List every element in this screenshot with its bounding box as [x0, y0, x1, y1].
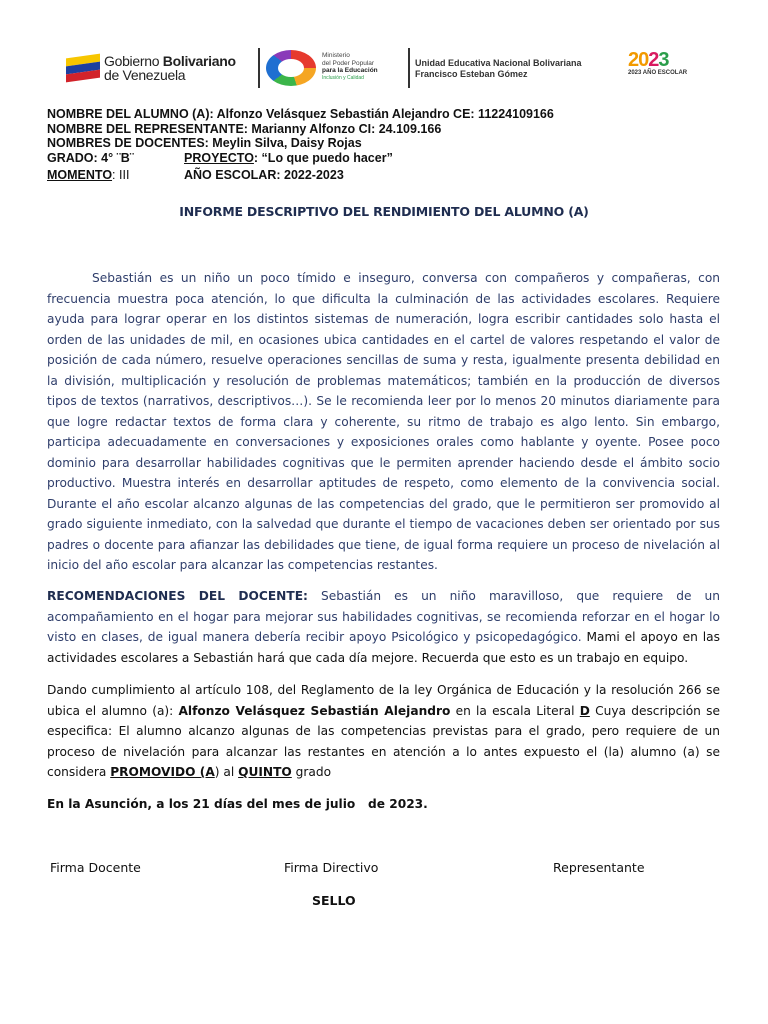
resolution-part2: en la escala Literal — [450, 703, 580, 718]
resolution-part1: Dando cumplimiento al artículo 108, del Reglamento de la ley Orgánica de Educación y la resolución 266 se ubica el alumno (a): — [47, 683, 720, 718]
promovido-label: PROMOVIDO (A — [110, 765, 215, 779]
header-divider — [408, 48, 410, 88]
unidad-line1: Unidad Educativa Nacional Bolivariana — [415, 58, 582, 68]
badge-sub: 2023 AÑO ESCOLAR — [628, 70, 688, 76]
signature-teacher: Firma Docente — [50, 860, 141, 875]
ministerio-line1: Ministerio — [322, 52, 350, 59]
badge-year-b: 2 — [648, 49, 659, 71]
gobierno-bolivariano-logo — [66, 52, 256, 84]
school-name — [415, 58, 582, 80]
badge-year-a: 20 — [628, 49, 649, 71]
recommendations-paragraph — [47, 586, 720, 668]
gob-line1-b: Bolivariano — [162, 53, 236, 69]
ministerio-line3: para la Educación — [322, 67, 378, 74]
representative-line: NOMBRE DEL REPRESENTANTE: Marianny Alfonzo CI: 24.109.166 — [47, 121, 442, 136]
venezuela-flag-icon — [66, 54, 100, 83]
descriptive-paragraph: Sebastián es un niño un poco tímido e inseguro, conversa con compañeros y compañeras, con frecuencia muestra poca atención, lo que dificulta la culminación de las actividades escolares. Requiere ayuda para lograr operar en los distintos sistemas de numeración, logra escribir cantidades solo hasta el orden de las unidades de mil, en ocasiones ubica cantidades en el cartel de valores respetando el valor de posición de cada número, resuelve operaciones sencillas de suma y resta, igualmente presenta debilidad en la división, multiplicación y resolución de problemas matemáticos; también en la producción de diversos tipos de textos (narrativos, descriptivos…). Se le recomienda leer por lo menos 20 minutos diariamente para que logre redactar textos de forma clara y coherente, su ritmo de trabajo es algo lento. Sin embargo, participa adecuadamente en conversaciones y exposiciones orales como hablante y oyente. Posee poco dominio para desarrollar habilidades cognitivas que le permiten aprender haciendo desde el ámbito socio productivo. Muestra interés en desarrollar aptitudes de respeto, como elemento de la convivencia social. Durante el año escolar alcanzo algunas de las competencias del grado, que le permitieron ser promovido al grado siguiente inmediato, con la salvedad que durante el tiempo de vacaciones deben ser orientado por sus padres o docente para afianzar las debilidades que tiene, de igual forma requiere un proceso de nivelación al inicio del año escolar para alcanzar las competencias restantes. — [47, 271, 720, 572]
resolution-part3: Cuya descripción se especifica: El alumno alcanzo algunas de las competencias previstas para el grado, pero requiere de un proceso de nivelación para alcanzar las restantes en atención a lo antes expuesto el (la) alumno (a) se considera — [47, 703, 720, 779]
resolution-student-name: Alfonzo Velásquez Sebastián Alejandro — [178, 703, 451, 718]
header-divider — [258, 48, 260, 88]
resolution-part5: grado — [291, 765, 332, 779]
grade-project-row — [47, 151, 554, 168]
seal-label: SELLO — [312, 893, 356, 908]
ministerio-line2: del Poder Popular — [322, 59, 375, 67]
moment-value: : III — [112, 167, 130, 182]
project-label: PROYECTO — [184, 150, 254, 165]
teachers-line: NOMBRES DE DOCENTES: Meylin Silva, Daisy Rojas — [47, 136, 362, 150]
literal-grade: D — [579, 703, 590, 718]
ministerio-text — [322, 52, 402, 82]
badge-year-c: 3 — [658, 49, 669, 71]
project-value: : “Lo que puedo hacer” — [253, 150, 393, 165]
letterhead — [58, 40, 708, 96]
quinto-label: QUINTO — [238, 765, 292, 779]
recommendations-label: RECOMENDACIONES DEL DOCENTE: — [47, 589, 308, 603]
student-name-line: NOMBRE DEL ALUMNO (A): Alfonzo Velásquez Sebastián Alejandro CE: 11224109166 — [47, 107, 554, 121]
ministerio-ring-logo-icon — [266, 50, 316, 86]
recommendations-text-dark: Mami el apoyo en las actividades escolares a Sebastián hará que cada día mejore. Recuerda que esto es un trabajo en equipo. — [47, 630, 721, 665]
school-year: AÑO ESCOLAR: 2022-2023 — [184, 167, 344, 182]
recommendations-text: Sebastián es un niño maravilloso, que requiere de un acompañamiento en el hogar para mejorar sus habilidades cognitivas, se recomienda reforzar en el hogar lo visto en clases, de igual manera debería recibir apoyo Psicológico y psicopedagógico. — [47, 589, 720, 644]
grade-value: GRADO: 4° ¨B¨ — [47, 150, 134, 165]
unidad-line2: Francisco Esteban Gómez — [415, 69, 528, 79]
date-line: En la Asunción, a los 21 días del mes de julio de 2023. — [47, 797, 428, 811]
report-title: INFORME DESCRIPTIVO DEL RENDIMIENTO DEL ALUMNO (A) — [179, 204, 589, 219]
moment-label: MOMENTO — [47, 167, 113, 182]
resolution-paragraph — [47, 680, 720, 783]
signature-representative: Representante — [553, 860, 645, 875]
signature-director: Firma Directivo — [284, 860, 379, 875]
gob-line2: de Venezuela — [104, 67, 186, 83]
school-year-badge-logo — [628, 50, 690, 90]
moment-year-row — [47, 168, 554, 185]
student-info-block — [47, 107, 554, 185]
resolution-part4: ) al — [214, 765, 239, 779]
ministerio-line4: Inclusión y Calidad — [322, 74, 364, 81]
gob-line1-a: Gobierno — [104, 53, 163, 69]
